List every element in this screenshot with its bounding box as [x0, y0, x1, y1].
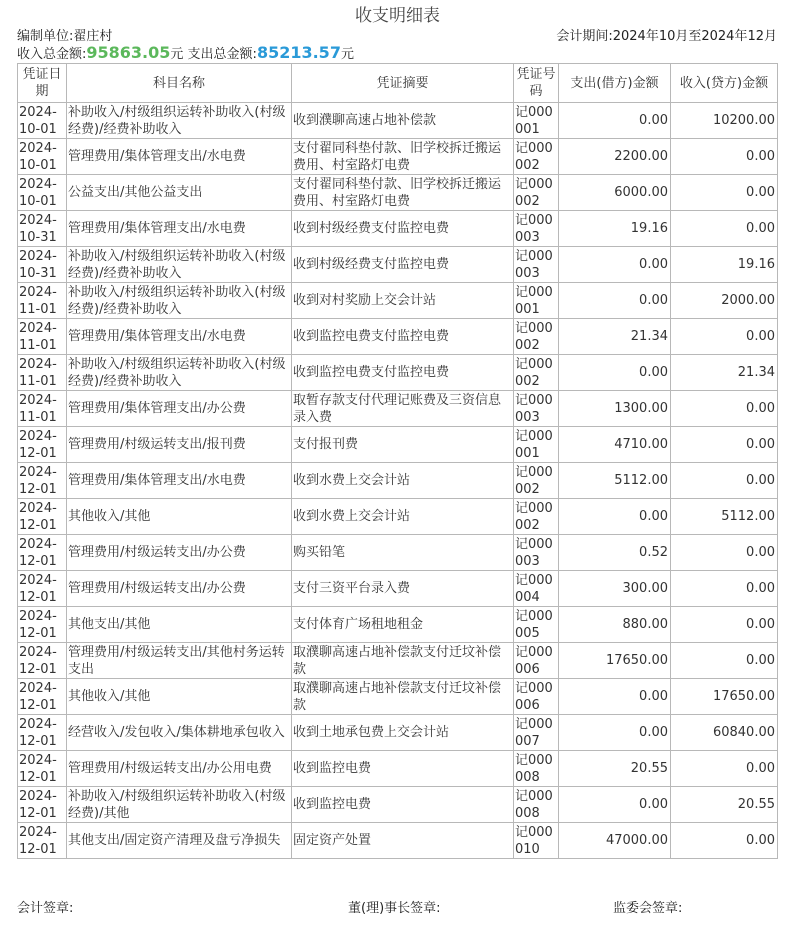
cell-summary: 固定资产处置	[292, 823, 514, 859]
cell-voucher-no: 记000003	[514, 391, 559, 427]
cell-date: 2024-11-01	[18, 355, 67, 391]
cell-credit: 0.00	[671, 751, 778, 787]
table-row	[18, 679, 778, 715]
cell-date: 2024-12-01	[18, 679, 67, 715]
table-row	[18, 427, 778, 463]
director-signature: 董(理)事长签章:	[348, 901, 441, 916]
cell-debit: 19.16	[559, 211, 671, 247]
cell-summary: 收到监控电费支付监控电费	[292, 319, 514, 355]
cell-debit: 0.00	[559, 103, 671, 139]
cell-debit: 300.00	[559, 571, 671, 607]
table-body	[18, 103, 778, 859]
cell-summary: 购买铅笔	[292, 535, 514, 571]
cell-voucher-no: 记000002	[514, 139, 559, 175]
cell-credit: 0.00	[671, 391, 778, 427]
cell-date: 2024-12-01	[18, 823, 67, 859]
cell-date: 2024-10-01	[18, 139, 67, 175]
cell-subject: 补助收入/村级组织运转补助收入(村级经费)/经费补助收入	[67, 103, 292, 139]
cell-debit: 47000.00	[559, 823, 671, 859]
table-row	[18, 571, 778, 607]
cell-date: 2024-12-01	[18, 499, 67, 535]
cell-summary: 收到村级经费支付监控电费	[292, 211, 514, 247]
cell-subject: 补助收入/村级组织运转补助收入(村级经费)/其他	[67, 787, 292, 823]
cell-credit: 0.00	[671, 607, 778, 643]
table-row	[18, 787, 778, 823]
cell-subject: 管理费用/村级运转支出/办公费	[67, 571, 292, 607]
report-meta	[17, 25, 777, 43]
cell-debit: 0.00	[559, 499, 671, 535]
table-row	[18, 499, 778, 535]
table-row	[18, 211, 778, 247]
cell-date: 2024-12-01	[18, 607, 67, 643]
ledger-table	[17, 63, 778, 859]
cell-debit: 17650.00	[559, 643, 671, 679]
cell-voucher-no: 记000008	[514, 751, 559, 787]
cell-debit: 0.00	[559, 679, 671, 715]
cell-voucher-no: 记000003	[514, 247, 559, 283]
cell-subject: 公益支出/其他公益支出	[67, 175, 292, 211]
income-total-label: 收入总金额:	[17, 47, 87, 62]
cell-voucher-no: 记000002	[514, 355, 559, 391]
cell-debit: 1300.00	[559, 391, 671, 427]
cell-date: 2024-12-01	[18, 571, 67, 607]
cell-voucher-no: 记000001	[514, 283, 559, 319]
cell-voucher-no: 记000008	[514, 787, 559, 823]
cell-subject: 补助收入/村级组织运转补助收入(村级经费)/经费补助收入	[67, 283, 292, 319]
supervisor-signature: 监委会签章:	[613, 901, 683, 916]
compiling-unit: 编制单位:翟庄村	[17, 29, 113, 44]
table-row	[18, 355, 778, 391]
cell-voucher-no: 记000002	[514, 319, 559, 355]
cell-date: 2024-11-01	[18, 391, 67, 427]
cell-date: 2024-11-01	[18, 319, 67, 355]
cell-debit: 880.00	[559, 607, 671, 643]
cell-summary: 支付翟同科垫付款、旧学校拆迁搬运费用、村室路灯电费	[292, 175, 514, 211]
table-row	[18, 463, 778, 499]
table-row	[18, 535, 778, 571]
cell-debit: 0.52	[559, 535, 671, 571]
header-voucher-no: 凭证号码	[514, 64, 559, 103]
cell-summary: 收到水费上交会计站	[292, 499, 514, 535]
cell-summary: 收到土地承包费上交会计站	[292, 715, 514, 751]
cell-summary: 取濮聊高速占地补偿款支付迁坟补偿款	[292, 679, 514, 715]
cell-voucher-no: 记000002	[514, 499, 559, 535]
cell-summary: 收到对村奖励上交会计站	[292, 283, 514, 319]
cell-voucher-no: 记000010	[514, 823, 559, 859]
cell-subject: 管理费用/集体管理支出/水电费	[67, 139, 292, 175]
cell-subject: 管理费用/村级运转支出/办公费	[67, 535, 292, 571]
cell-voucher-no: 记000001	[514, 427, 559, 463]
table-row	[18, 823, 778, 859]
header-credit: 收入(贷方)金额	[671, 64, 778, 103]
cell-date: 2024-12-01	[18, 535, 67, 571]
cell-credit: 0.00	[671, 823, 778, 859]
cell-credit: 0.00	[671, 535, 778, 571]
income-total-unit: 元	[170, 47, 184, 62]
cell-summary: 收到监控电费	[292, 787, 514, 823]
cell-summary: 收到村级经费支付监控电费	[292, 247, 514, 283]
cell-credit: 0.00	[671, 463, 778, 499]
cell-summary: 支付报刊费	[292, 427, 514, 463]
cell-summary: 取暂存款支付代理记账费及三资信息录入费	[292, 391, 514, 427]
cell-summary: 收到濮聊高速占地补偿款	[292, 103, 514, 139]
cell-subject: 其他支出/其他	[67, 607, 292, 643]
expense-total-amount: 85213.57	[256, 43, 341, 62]
cell-debit: 0.00	[559, 355, 671, 391]
cell-credit: 0.00	[671, 427, 778, 463]
cell-credit: 60840.00	[671, 715, 778, 751]
table-header-row	[18, 64, 778, 103]
cell-debit: 4710.00	[559, 427, 671, 463]
cell-subject: 管理费用/集体管理支出/办公费	[67, 391, 292, 427]
header-subject: 科目名称	[67, 64, 292, 103]
cell-debit: 20.55	[559, 751, 671, 787]
cell-debit: 0.00	[559, 787, 671, 823]
expense-total-unit: 元	[340, 47, 354, 62]
cell-date: 2024-12-01	[18, 643, 67, 679]
cell-summary: 收到监控电费	[292, 751, 514, 787]
cell-voucher-no: 记000006	[514, 679, 559, 715]
cell-credit: 5112.00	[671, 499, 778, 535]
cell-subject: 其他收入/其他	[67, 499, 292, 535]
signature-line	[17, 897, 777, 915]
cell-subject: 管理费用/村级运转支出/其他村务运转支出	[67, 643, 292, 679]
cell-voucher-no: 记000002	[514, 463, 559, 499]
cell-subject: 管理费用/集体管理支出/水电费	[67, 319, 292, 355]
cell-summary: 收到监控电费支付监控电费	[292, 355, 514, 391]
cell-debit: 6000.00	[559, 175, 671, 211]
cell-date: 2024-10-01	[18, 175, 67, 211]
cell-summary: 支付翟同科垫付款、旧学校拆迁搬运费用、村室路灯电费	[292, 139, 514, 175]
cell-subject: 管理费用/村级运转支出/报刊费	[67, 427, 292, 463]
cell-subject: 管理费用/村级运转支出/办公用电费	[67, 751, 292, 787]
cell-date: 2024-10-31	[18, 247, 67, 283]
accountant-signature: 会计签章:	[17, 901, 74, 916]
cell-debit: 0.00	[559, 283, 671, 319]
cell-voucher-no: 记000007	[514, 715, 559, 751]
table-row	[18, 103, 778, 139]
header-date: 凭证日期	[18, 64, 67, 103]
table-row	[18, 643, 778, 679]
table-row	[18, 139, 778, 175]
cell-summary: 取濮聊高速占地补偿款支付迁坟补偿款	[292, 643, 514, 679]
cell-credit: 19.16	[671, 247, 778, 283]
table-row	[18, 391, 778, 427]
cell-credit: 0.00	[671, 175, 778, 211]
cell-credit: 0.00	[671, 571, 778, 607]
cell-date: 2024-10-31	[18, 211, 67, 247]
cell-voucher-no: 记000006	[514, 643, 559, 679]
table-row	[18, 319, 778, 355]
cell-subject: 补助收入/村级组织运转补助收入(村级经费)/经费补助收入	[67, 247, 292, 283]
income-total-amount: 95863.05	[86, 43, 171, 62]
cell-subject: 补助收入/村级组织运转补助收入(村级经费)/经费补助收入	[67, 355, 292, 391]
cell-subject: 管理费用/集体管理支出/水电费	[67, 211, 292, 247]
page-title: 收支明细表	[355, 6, 440, 26]
cell-voucher-no: 记000005	[514, 607, 559, 643]
table-row	[18, 247, 778, 283]
cell-credit: 20.55	[671, 787, 778, 823]
cell-credit: 2000.00	[671, 283, 778, 319]
cell-credit: 17650.00	[671, 679, 778, 715]
table-row	[18, 283, 778, 319]
accounting-period: 会计期间:2024年10月至2024年12月	[556, 29, 777, 44]
cell-voucher-no: 记000002	[514, 175, 559, 211]
table-row	[18, 751, 778, 787]
cell-date: 2024-11-01	[18, 283, 67, 319]
cell-subject: 经营收入/发包收入/集体耕地承包收入	[67, 715, 292, 751]
cell-debit: 5112.00	[559, 463, 671, 499]
cell-voucher-no: 记000001	[514, 103, 559, 139]
cell-credit: 0.00	[671, 211, 778, 247]
cell-voucher-no: 记000003	[514, 535, 559, 571]
cell-credit: 21.34	[671, 355, 778, 391]
cell-date: 2024-12-01	[18, 715, 67, 751]
cell-date: 2024-12-01	[18, 787, 67, 823]
table-row	[18, 607, 778, 643]
cell-debit: 2200.00	[559, 139, 671, 175]
cell-date: 2024-12-01	[18, 751, 67, 787]
cell-credit: 0.00	[671, 139, 778, 175]
totals-summary	[17, 43, 354, 62]
table-row	[18, 715, 778, 751]
cell-voucher-no: 记000003	[514, 211, 559, 247]
cell-debit: 21.34	[559, 319, 671, 355]
cell-debit: 0.00	[559, 715, 671, 751]
cell-subject: 其他收入/其他	[67, 679, 292, 715]
cell-credit: 0.00	[671, 643, 778, 679]
cell-summary: 收到水费上交会计站	[292, 463, 514, 499]
cell-summary: 支付三资平台录入费	[292, 571, 514, 607]
table-row	[18, 175, 778, 211]
cell-subject: 其他支出/固定资产清理及盘亏净损失	[67, 823, 292, 859]
cell-date: 2024-10-01	[18, 103, 67, 139]
cell-debit: 0.00	[559, 247, 671, 283]
cell-voucher-no: 记000004	[514, 571, 559, 607]
cell-date: 2024-12-01	[18, 427, 67, 463]
header-summary: 凭证摘要	[292, 64, 514, 103]
cell-summary: 支付体育广场租地租金	[292, 607, 514, 643]
cell-subject: 管理费用/集体管理支出/水电费	[67, 463, 292, 499]
cell-credit: 10200.00	[671, 103, 778, 139]
cell-credit: 0.00	[671, 319, 778, 355]
expense-total-label: 支出总金额:	[183, 47, 257, 62]
cell-date: 2024-12-01	[18, 463, 67, 499]
header-debit: 支出(借方)金额	[559, 64, 671, 103]
